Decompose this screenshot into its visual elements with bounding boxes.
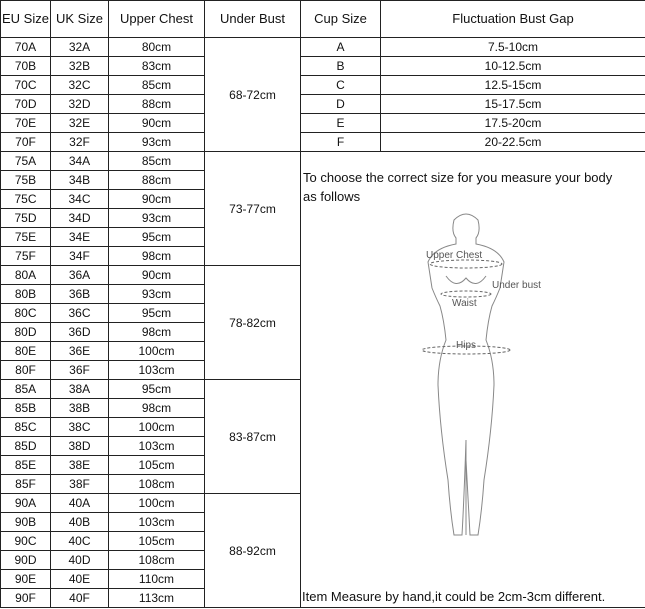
header-uk-size: UK Size [51, 1, 109, 38]
uk-size-cell: 34D [51, 209, 109, 228]
cup-size-cell: C [301, 76, 381, 95]
header-row [1, 1, 645, 38]
cup-size-cell: F [301, 133, 381, 152]
waist-label: Waist [452, 298, 477, 309]
under-bust-cell: 83-87cm [205, 380, 301, 494]
table-row [1, 152, 645, 171]
under-bust-cell: 78-82cm [205, 266, 301, 380]
uk-size-cell: 32F [51, 133, 109, 152]
table-row [1, 133, 645, 152]
upper-chest-cell: 110cm [109, 570, 205, 589]
table-row [1, 38, 645, 57]
uk-size-cell: 32D [51, 95, 109, 114]
measurement-guide [301, 152, 645, 608]
upper-chest-cell: 100cm [109, 494, 205, 513]
uk-size-cell: 36D [51, 323, 109, 342]
uk-size-cell: 38A [51, 380, 109, 399]
eu-size-cell: 90D [1, 551, 51, 570]
measurement-note: Item Measure by hand,it could be 2cm-3cm different. [302, 589, 606, 604]
uk-size-cell: 40B [51, 513, 109, 532]
under-bust-label: Under bust [492, 280, 541, 291]
upper-chest-cell: 113cm [109, 589, 205, 608]
upper-chest-cell: 98cm [109, 323, 205, 342]
uk-size-cell: 32B [51, 57, 109, 76]
eu-size-cell: 85F [1, 475, 51, 494]
uk-size-cell: 34B [51, 171, 109, 190]
eu-size-cell: 75B [1, 171, 51, 190]
cup-size-cell: E [301, 114, 381, 133]
fluctuation-gap-cell: 17.5-20cm [381, 114, 645, 133]
eu-size-cell: 75D [1, 209, 51, 228]
eu-size-cell: 80A [1, 266, 51, 285]
eu-size-cell: 80D [1, 323, 51, 342]
eu-size-cell: 70C [1, 76, 51, 95]
hips-label: Hips [456, 340, 477, 351]
eu-size-cell: 70F [1, 133, 51, 152]
fluctuation-gap-cell: 20-22.5cm [381, 133, 645, 152]
uk-size-cell: 40E [51, 570, 109, 589]
eu-size-cell: 85D [1, 437, 51, 456]
uk-size-cell: 40D [51, 551, 109, 570]
header-cup-size: Cup Size [301, 1, 381, 38]
fluctuation-gap-cell: 15-17.5cm [381, 95, 645, 114]
under-bust-cell: 73-77cm [205, 152, 301, 266]
header-under-bust: Under Bust [205, 1, 301, 38]
header-fluctuation-gap: Fluctuation Bust Gap [381, 1, 645, 38]
uk-size-cell: 38B [51, 399, 109, 418]
eu-size-cell: 80E [1, 342, 51, 361]
upper-chest-cell: 98cm [109, 399, 205, 418]
eu-size-cell: 70B [1, 57, 51, 76]
eu-size-cell: 90E [1, 570, 51, 589]
upper-chest-cell: 88cm [109, 95, 205, 114]
upper-chest-cell: 90cm [109, 266, 205, 285]
upper-chest-cell: 93cm [109, 285, 205, 304]
eu-size-cell: 85C [1, 418, 51, 437]
upper-chest-cell: 83cm [109, 57, 205, 76]
upper-chest-cell: 85cm [109, 152, 205, 171]
measure-instructions: To choose the correct size for you measure your body as follows [303, 170, 613, 204]
body-figure-illustration [386, 210, 546, 560]
upper-chest-cell: 108cm [109, 475, 205, 494]
table-row [1, 57, 645, 76]
upper-chest-cell: 90cm [109, 114, 205, 133]
eu-size-cell: 85B [1, 399, 51, 418]
eu-size-cell: 90B [1, 513, 51, 532]
under-bust-cell: 68-72cm [205, 38, 301, 152]
eu-size-cell: 90A [1, 494, 51, 513]
uk-size-cell: 36C [51, 304, 109, 323]
uk-size-cell: 38C [51, 418, 109, 437]
eu-size-cell: 70E [1, 114, 51, 133]
cup-size-cell: A [301, 38, 381, 57]
uk-size-cell: 36B [51, 285, 109, 304]
fluctuation-gap-cell: 7.5-10cm [381, 38, 645, 57]
uk-size-cell: 34C [51, 190, 109, 209]
eu-size-cell: 70D [1, 95, 51, 114]
upper-chest-cell: 85cm [109, 76, 205, 95]
eu-size-cell: 70A [1, 38, 51, 57]
uk-size-cell: 38E [51, 456, 109, 475]
uk-size-cell: 38F [51, 475, 109, 494]
uk-size-cell: 40F [51, 589, 109, 608]
upper-chest-label: Upper Chest [426, 250, 483, 261]
table-row [1, 76, 645, 95]
cup-size-cell: D [301, 95, 381, 114]
table-row [1, 114, 645, 133]
fluctuation-gap-cell: 10-12.5cm [381, 57, 645, 76]
cup-size-cell: B [301, 57, 381, 76]
upper-chest-cell: 95cm [109, 304, 205, 323]
uk-size-cell: 36A [51, 266, 109, 285]
eu-size-cell: 85E [1, 456, 51, 475]
upper-chest-cell: 100cm [109, 342, 205, 361]
uk-size-cell: 40C [51, 532, 109, 551]
uk-size-cell: 34A [51, 152, 109, 171]
eu-size-cell: 85A [1, 380, 51, 399]
upper-chest-cell: 95cm [109, 380, 205, 399]
upper-chest-cell: 103cm [109, 513, 205, 532]
header-eu-size: EU Size [1, 1, 51, 38]
uk-size-cell: 36F [51, 361, 109, 380]
upper-chest-cell: 93cm [109, 133, 205, 152]
upper-chest-cell: 105cm [109, 532, 205, 551]
upper-chest-cell: 103cm [109, 361, 205, 380]
fluctuation-gap-cell: 12.5-15cm [381, 76, 645, 95]
upper-chest-cell: 95cm [109, 228, 205, 247]
uk-size-cell: 40A [51, 494, 109, 513]
upper-chest-cell: 100cm [109, 418, 205, 437]
uk-size-cell: 36E [51, 342, 109, 361]
eu-size-cell: 80B [1, 285, 51, 304]
upper-chest-cell: 93cm [109, 209, 205, 228]
upper-chest-cell: 105cm [109, 456, 205, 475]
eu-size-cell: 75E [1, 228, 51, 247]
eu-size-cell: 80F [1, 361, 51, 380]
uk-size-cell: 32E [51, 114, 109, 133]
upper-chest-cell: 103cm [109, 437, 205, 456]
uk-size-cell: 38D [51, 437, 109, 456]
under-bust-cell: 88-92cm [205, 494, 301, 608]
uk-size-cell: 34E [51, 228, 109, 247]
upper-chest-cell: 88cm [109, 171, 205, 190]
eu-size-cell: 80C [1, 304, 51, 323]
upper-chest-cell: 90cm [109, 190, 205, 209]
header-upper-chest: Upper Chest [109, 1, 205, 38]
upper-chest-cell: 80cm [109, 38, 205, 57]
uk-size-cell: 34F [51, 247, 109, 266]
eu-size-cell: 75F [1, 247, 51, 266]
upper-chest-cell: 108cm [109, 551, 205, 570]
uk-size-cell: 32C [51, 76, 109, 95]
eu-size-cell: 90F [1, 589, 51, 608]
upper-chest-cell: 98cm [109, 247, 205, 266]
uk-size-cell: 32A [51, 38, 109, 57]
eu-size-cell: 75C [1, 190, 51, 209]
eu-size-cell: 90C [1, 532, 51, 551]
eu-size-cell: 75A [1, 152, 51, 171]
table-row [1, 95, 645, 114]
